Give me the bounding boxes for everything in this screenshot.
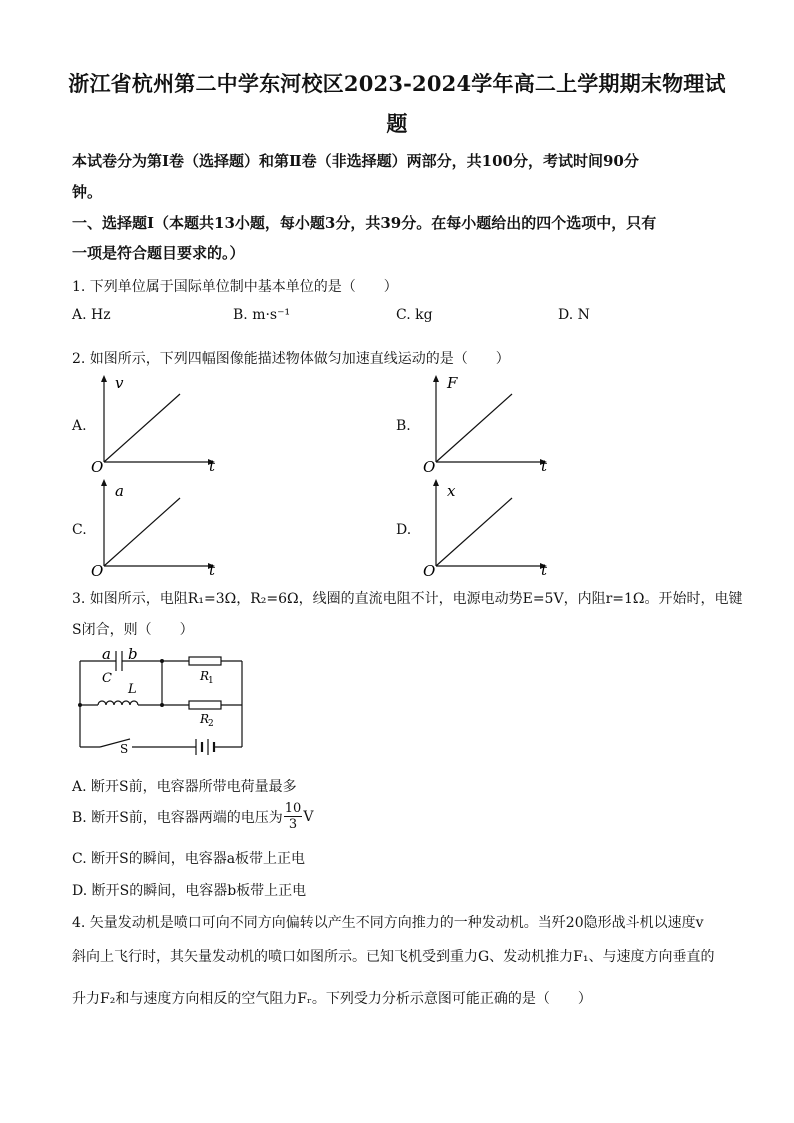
exam-title-line2: 题 xyxy=(386,111,408,136)
question-4-line3: 升力F₂和与速度方向相反的空气阻力Fᵣ。下列受力分析示意图可能正确的是（ ） xyxy=(72,991,592,1007)
graph-d-x-t xyxy=(420,476,560,580)
inductor-label: L xyxy=(128,682,137,697)
section-heading-line2: 一项是符合题目要求的。） xyxy=(72,244,245,262)
graph-a-y-axis-label: v xyxy=(115,374,124,392)
question-2-stem: 2. 如图所示，下列四幅图像能描述物体做匀加速直线运动的是（ ） xyxy=(72,351,510,367)
fraction-numerator: 10 xyxy=(284,801,302,816)
q3-option-c: C. 断开S的瞬间，电容器a板带上正电 xyxy=(72,851,306,867)
q3-option-b-text: B. 断开S前，电容器两端的电压为 xyxy=(72,809,283,826)
q1-option-c: C. kg xyxy=(396,307,433,323)
graph-d-y-axis-label: x xyxy=(447,482,456,500)
graph-a-x-axis-label: t xyxy=(209,457,216,475)
graph-d-label: D. xyxy=(396,522,412,538)
q3-option-b-unit: V xyxy=(303,808,314,825)
capacitor-plate-a-label: a xyxy=(102,645,111,663)
graph-d-x-axis-label: t xyxy=(541,561,548,579)
intro-line1: 本试卷分为第Ⅰ卷（选择题）和第Ⅱ卷（非选择题）两部分，共100分，考试时间90分 xyxy=(72,152,639,170)
graph-b-y-axis-label: F xyxy=(447,374,458,392)
graph-a-label: A. xyxy=(72,418,87,434)
question-3-stem-line1: 3. 如图所示，电阻R₁=3Ω，R₂=6Ω，线圈的直流电阻不计，电源电动势E=5V，内阻r=1Ω。开始时，电键 xyxy=(72,591,743,607)
question-4-line2: 斜向上飞行时，其矢量发动机的喷口如图所示。已知飞机受到重力G、发动机推力F₁、与速度方向垂直的 xyxy=(72,949,715,965)
q1-option-a: A. Hz xyxy=(72,307,111,323)
graph-a-v-t xyxy=(88,372,228,476)
graph-c-origin-label: O xyxy=(91,562,104,580)
graph-b-label: B. xyxy=(396,418,411,434)
r2-subscript: 2 xyxy=(208,719,214,729)
q3-option-b-fraction xyxy=(284,801,303,832)
r1-subscript: 1 xyxy=(208,676,214,686)
intro-line2: 钟。 xyxy=(72,183,103,201)
graph-c-x-axis-label: t xyxy=(209,561,216,579)
switch-label: S xyxy=(120,742,129,755)
question-1-stem: 1. 下列单位属于国际单位制中基本单位的是（ ） xyxy=(72,279,398,295)
r1-label: R xyxy=(200,669,210,683)
capacitor-label: C xyxy=(102,671,112,686)
q1-option-b: B. m·s⁻¹ xyxy=(233,307,291,323)
fraction-denominator: 3 xyxy=(288,817,298,832)
graph-d-origin-label: O xyxy=(423,562,436,580)
q3-option-d: D. 断开S的瞬间，电容器b板带上正电 xyxy=(72,883,307,899)
question-3-stem-line2: S闭合，则（ ） xyxy=(72,622,194,638)
q1-option-d: D. N xyxy=(558,307,590,323)
exam-title-line1: 浙江省杭州第二中学东河校区2023-2024学年高二上学期期末物理试 xyxy=(68,71,726,96)
q3-option-a: A. 断开S前，电容器所带电荷量最多 xyxy=(72,779,297,795)
q3-option-b xyxy=(72,801,313,832)
section-heading-line1: 一、选择题Ⅰ（本题共13小题，每小题3分，共39分。在每小题给出的四个选项中，只有 xyxy=(72,214,657,232)
graph-a-origin-label: O xyxy=(91,458,104,476)
graph-b-f-t xyxy=(420,372,560,476)
graph-c-a-t xyxy=(88,476,228,580)
question-4-line1: 4. 矢量发动机是喷口可向不同方向偏转以产生不同方向推力的一种发动机。当歼20隐形战斗机以速度v xyxy=(72,915,704,931)
circuit-diagram xyxy=(72,643,252,755)
graph-c-label: C. xyxy=(72,522,87,538)
r2-label: R xyxy=(200,712,210,726)
graph-b-origin-label: O xyxy=(423,458,436,476)
capacitor-plate-b-label: b xyxy=(128,645,138,663)
graph-b-x-axis-label: t xyxy=(541,457,548,475)
graph-c-y-axis-label: a xyxy=(115,482,124,500)
